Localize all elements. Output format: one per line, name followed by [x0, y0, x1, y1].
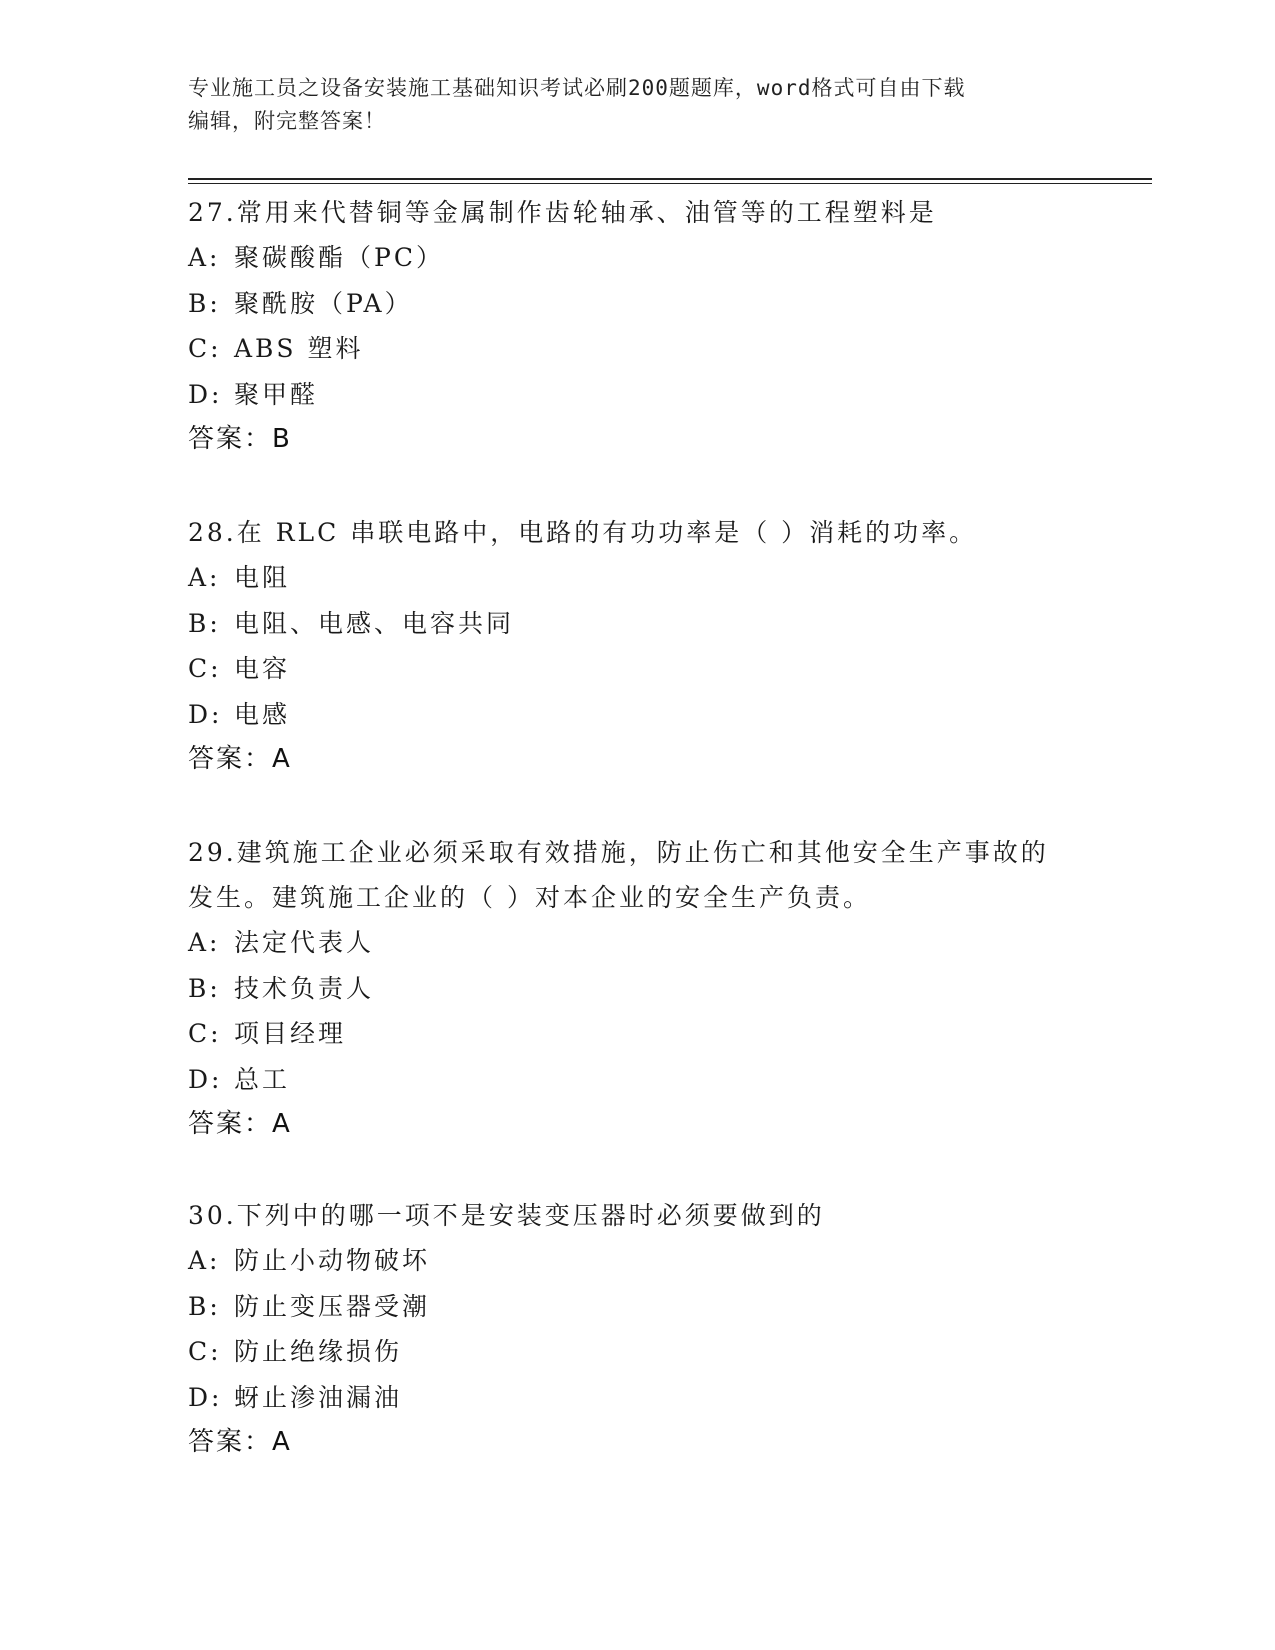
document-header [188, 72, 1068, 138]
question-stem: 29.建筑施工企业必须采取有效措施，防止伤亡和其他安全生产事故的 [188, 838, 1049, 867]
option-letter: C: [188, 1019, 222, 1048]
option-b [188, 966, 1088, 1012]
option-letter: C: [188, 334, 222, 363]
option-d [188, 1057, 1088, 1103]
question-stem: 30.下列中的哪一项不是安装变压器时必须要做到的 [188, 1201, 825, 1230]
option-letter: A: [188, 1246, 221, 1275]
option-text: 电阻、电感、电容共同 [234, 608, 515, 638]
question-28 [188, 510, 1088, 782]
option-letter: D: [188, 699, 223, 729]
question-30 [188, 1193, 1088, 1465]
option-list [188, 1238, 1088, 1420]
option-d [188, 1375, 1088, 1421]
header-divider-thick [188, 178, 1152, 180]
option-letter: C: [188, 1337, 222, 1366]
option-list [188, 235, 1088, 417]
option-letter: D: [188, 1382, 223, 1412]
option-text: 电容 [234, 654, 291, 683]
option-a [188, 920, 1088, 966]
option-letter: D: [188, 1064, 223, 1094]
option-c [188, 1011, 1088, 1057]
option-letter: B: [188, 608, 221, 638]
option-list [188, 920, 1088, 1102]
header-divider-thin [188, 183, 1152, 184]
option-letter: D: [188, 379, 223, 409]
option-letter: B: [188, 288, 221, 318]
option-list [188, 555, 1088, 737]
option-letter: B: [188, 1291, 221, 1321]
option-text: 聚碳酸酯（PC） [234, 243, 444, 272]
option-text: ABS 塑料 [234, 334, 364, 363]
answer-line: 答案：A [188, 1427, 292, 1457]
option-text: 电阻 [234, 563, 291, 592]
option-text: 技术负责人 [234, 973, 375, 1003]
option-text: 防止绝缘损伤 [234, 1337, 403, 1366]
option-b [188, 1284, 1088, 1330]
header-line-1: 专业施工员之设备安装施工基础知识考试必刷200题题库，word格式可自由下载 [188, 76, 966, 100]
option-a [188, 1238, 1088, 1284]
option-text: 法定代表人 [234, 928, 375, 957]
option-letter: A: [188, 243, 221, 272]
question-stem-continued: 发生。建筑施工企业的（ ）对本企业的安全生产负责。 [188, 883, 871, 912]
answer-line: 答案：A [188, 1109, 292, 1139]
option-letter: C: [188, 654, 222, 683]
option-b [188, 601, 1088, 647]
answer-line: 答案：B [188, 424, 292, 454]
option-text: 防止小动物破坏 [234, 1246, 431, 1275]
option-d [188, 372, 1088, 418]
question-stem: 28.在 RLC 串联电路中，电路的有功功率是（ ）消耗的功率。 [188, 518, 978, 547]
option-letter: B: [188, 973, 221, 1003]
question-27 [188, 190, 1088, 462]
option-text: 蚜止渗油漏油 [234, 1382, 403, 1412]
option-c [188, 646, 1088, 692]
option-letter: A: [188, 563, 221, 592]
answer-line: 答案：A [188, 744, 292, 774]
option-c [188, 1329, 1088, 1375]
question-29 [188, 830, 1088, 1147]
option-c [188, 326, 1088, 372]
option-a [188, 555, 1088, 601]
option-text: 防止变压器受潮 [234, 1291, 431, 1321]
option-text: 总工 [234, 1064, 291, 1094]
option-text: 聚酰胺（PA） [234, 288, 413, 318]
option-text: 电感 [234, 699, 291, 729]
option-letter: A: [188, 928, 221, 957]
option-text: 聚甲醛 [234, 379, 319, 409]
option-d [188, 692, 1088, 738]
question-stem: 27.常用来代替铜等金属制作齿轮轴承、油管等的工程塑料是 [188, 198, 937, 227]
option-text: 项目经理 [234, 1019, 347, 1048]
header-line-2: 编辑，附完整答案！ [188, 109, 386, 133]
option-b [188, 281, 1088, 327]
option-a [188, 235, 1088, 281]
